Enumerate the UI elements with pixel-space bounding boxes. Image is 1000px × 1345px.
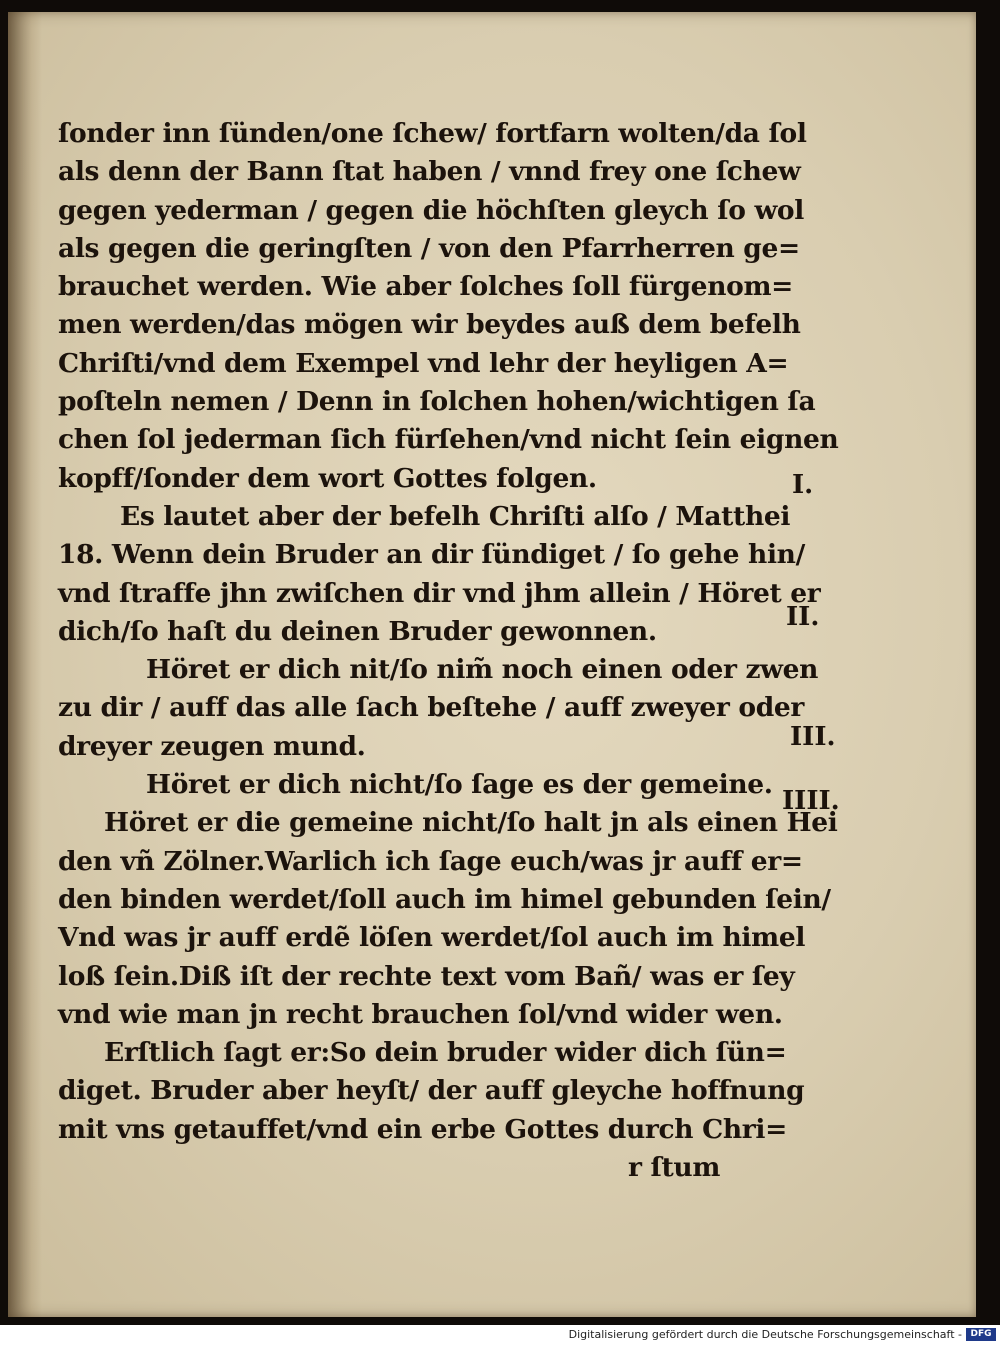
text-line: diget. Bruder aber heyſt/ der auff gleyche hoffnung xyxy=(58,1075,805,1107)
page-gutter-shadow xyxy=(8,12,42,1317)
text-line: Erſtlich ſagt er:So dein bruder wider dich ſün= xyxy=(104,1037,787,1069)
dfg-logo-icon: DFG xyxy=(966,1328,996,1341)
text-line: 18. Wenn dein Bruder an dir ſündiget / ſo gehe hin/ xyxy=(58,539,805,571)
text-line: poſteln nemen / Denn in ſolchen hohen/wichtigen ſa xyxy=(58,386,816,418)
text-line: als denn der Bann ſtat haben / vnnd frey one ſchew xyxy=(58,156,801,188)
digitization-footer xyxy=(0,1325,1000,1345)
text-line: mit vns getauffet/vnd ein erbe Gottes durch Chri= xyxy=(58,1113,787,1145)
text-line: vnd ſtraffe jhn zwiſchen dir vnd jhm allein / Höret er xyxy=(58,577,821,609)
text-line: Vnd was jr auff erdẽ löſen werdet/ſol auch im himel xyxy=(58,922,806,954)
text-line: Höret er dich nit/ſo nim̃ noch einen oder zwen xyxy=(146,654,819,686)
text-line: chen ſol jederman ſich fürſehen/vnd nicht ſein eignen xyxy=(58,424,839,456)
text-line: ſonder inn ſünden/one ſchew/ fortfarn wolten/da ſol xyxy=(58,118,807,149)
text-line: zu dir / auff das alle ſach beſtehe / auff zweyer oder xyxy=(58,692,805,724)
marginal-numeral: III. xyxy=(790,722,836,752)
text-line: den vñ Zölner.Warlich ich ſage euch/was jr auff er= xyxy=(58,845,803,877)
marginal-numeral: I. xyxy=(792,470,814,500)
marginal-numeral: IIII. xyxy=(782,786,840,816)
text-line: Höret er dich nicht/ſo ſage es der gemeine. xyxy=(146,769,773,801)
text-line: brauchet werden. Wie aber ſolches ſoll fürgenom= xyxy=(58,271,793,303)
text-line: loß ſein.Diß iſt der rechte text vom Bañ/ was er ſey xyxy=(58,960,795,992)
marginal-numeral: II. xyxy=(786,602,820,632)
funding-credit: Digitalisierung gefördert durch die Deutsche Forschungsgemeinschaft - xyxy=(568,1328,962,1341)
text-line: Höret er die gemeine nicht/ſo halt jn als einen Hei xyxy=(104,807,838,839)
text-line: men werden/das mögen wir beydes auß dem befelh xyxy=(58,309,801,341)
text-line: gegen yederman / gegen die höchſten gleych ſo wol xyxy=(58,194,804,226)
text-line: dreyer zeugen mund. xyxy=(58,730,366,762)
text-line: Chriſti/vnd dem Exempel vnd lehr der heyligen A= xyxy=(58,347,789,379)
text-line: den binden werdet/ſoll auch im himel gebunden ſein/ xyxy=(58,883,831,915)
text-line: Es lautet aber der befelh Chriſti alſo / Matthei xyxy=(120,500,791,532)
text-line: vnd wie man jn recht brauchen ſol/vnd wider wen. xyxy=(58,998,783,1030)
text-line: kopff/ſonder dem wort Gottes folgen. xyxy=(58,462,597,494)
signature-catchword-line: r ſtum xyxy=(628,1152,721,1184)
text-line: als gegen die geringſten / von den Pfarrherren ge= xyxy=(58,232,800,264)
text-line: dich/ſo haſt du deinen Bruder gewonnen. xyxy=(58,615,657,647)
